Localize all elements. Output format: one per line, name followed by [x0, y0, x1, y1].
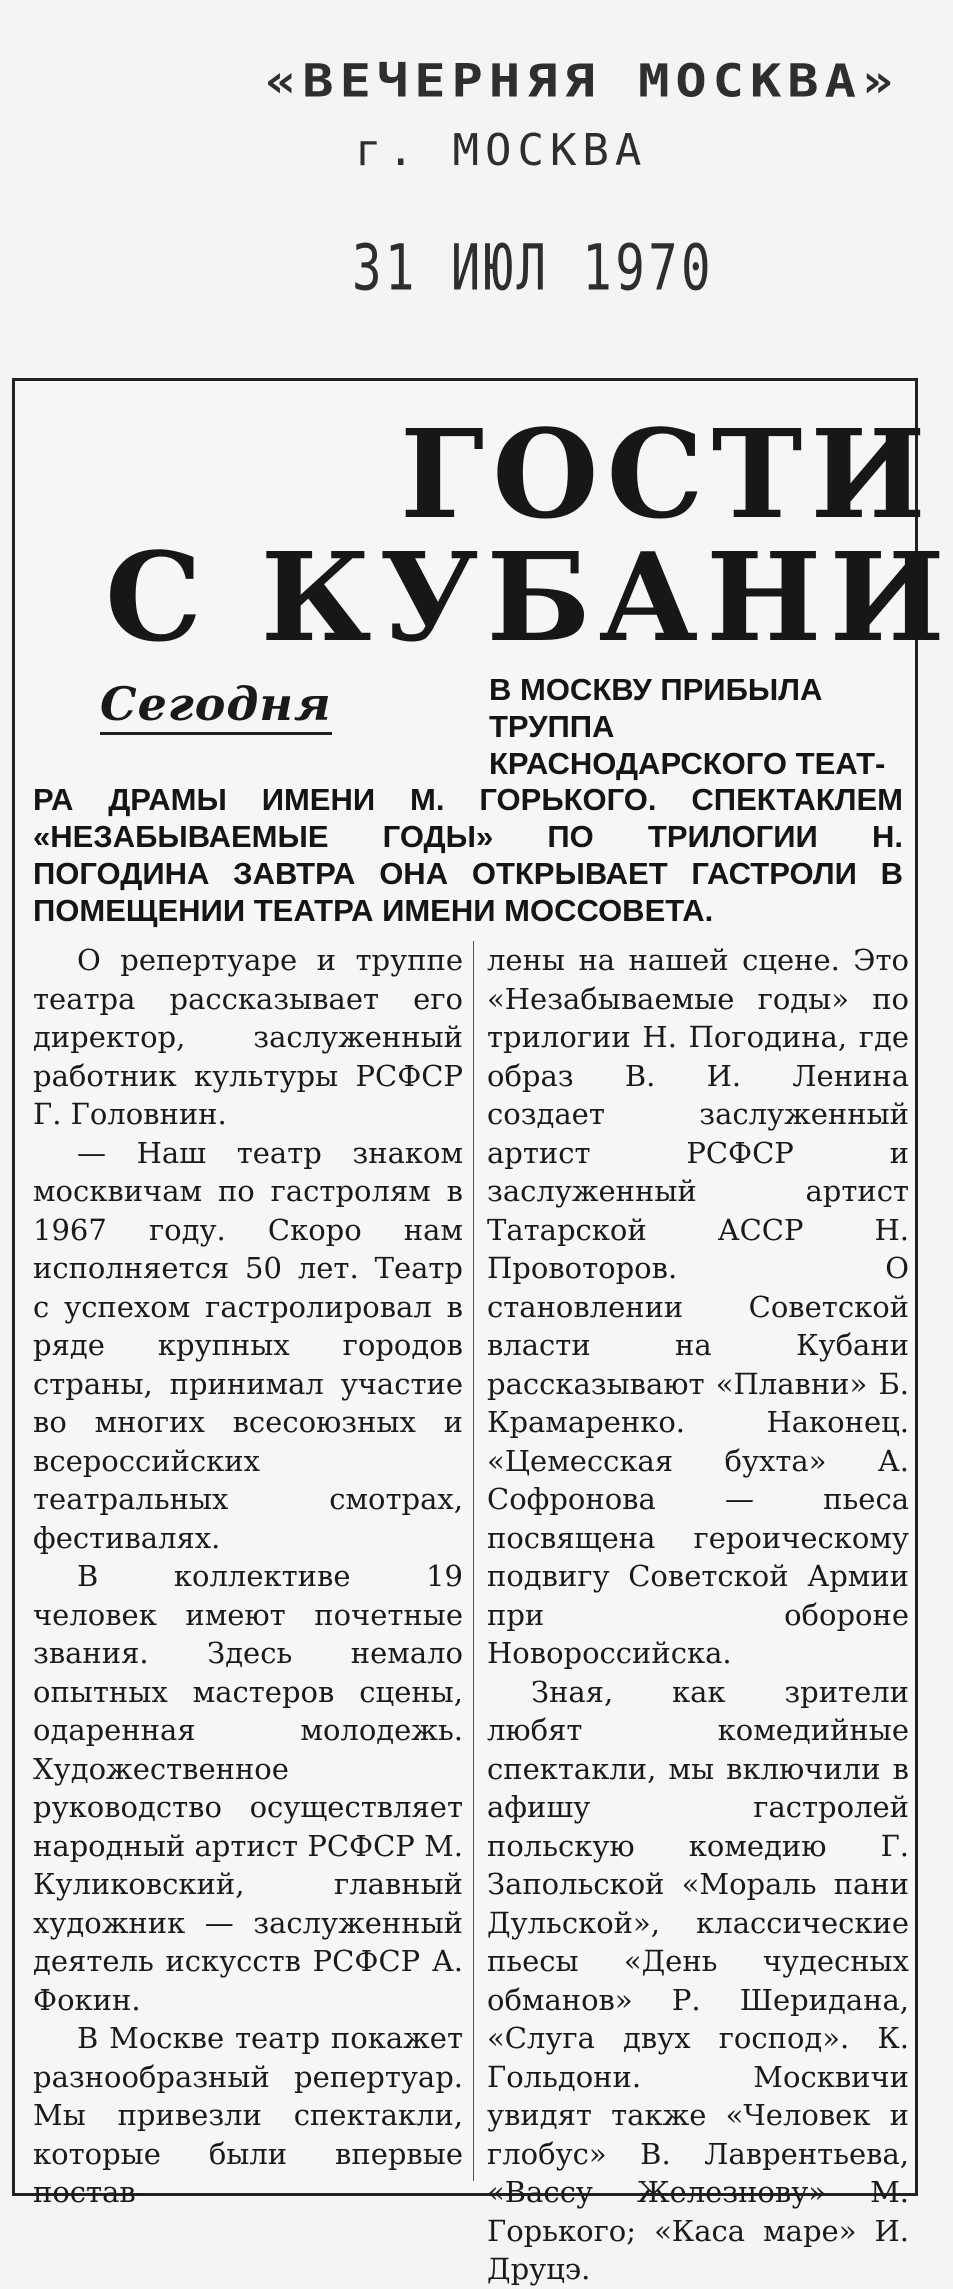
headline-line-2: С КУБАНИ	[105, 525, 953, 669]
lead-paragraph-start: В МОСКВУ ПРИБЫЛА ТРУППА КРАСНОДАРСКОГО ТЕАТ-	[489, 672, 886, 781]
paragraph: Зная, как зрители любят комедийные спектакли, мы включили в афишу гастролей польскую комедию Г. Запольской «Мораль пани Дульской», классические пьесы «День чудесных обманов» Р. Шеридана, «Слуга двух господ». К. Гольдони. Москвичи увидят также «Человек и глобус» В. Лаврентьева, «Вассу Железнову» М. Горького; «Каса маре» И. Друцэ.	[487, 1674, 909, 2286]
article-clipping	[12, 378, 953, 2286]
headline-line-1: ГОСТИ	[400, 402, 934, 546]
article-column-left	[33, 941, 463, 2212]
article-column-right	[487, 941, 909, 2289]
paragraph: В коллективе 19 человек имеют почетные звания. Здесь немало опытных мастеров сцены, одаренная молодежь. Художественное руководство осуществляет народный артист РСФСР М. Куликовский, главный художник — заслуженный деятель искусств РСФСР А. Фокин.	[33, 1559, 463, 2017]
stamp-city: г. МОСКВА	[355, 125, 648, 176]
archive-stamp	[0, 0, 930, 370]
paragraph: О репертуаре и труппе театра рассказывает его директор, заслуженный работник культуры РСФСР Г. Головнин.	[33, 943, 463, 1131]
paragraph: В Москве театр покажет разнообразный репертуар. Мы привезли спектакли, которые были впервые постав-	[33, 2021, 463, 2209]
stamp-date: 31 ИЮЛ 1970	[352, 232, 714, 306]
stamp-newspaper-name: «ВЕЧЕРНЯЯ МОСКВА»	[265, 55, 900, 108]
column-divider	[473, 941, 474, 2181]
paragraph: — Наш театр знаком москвичам по гастролям в 1967 году. Скоро нам исполняется 50 лет. Театр с успехом гастролировал в ряде крупных городов страны, принимал участие во многих всесоюзных и всероссийских театральных смотрах, фестивалях.	[33, 1135, 463, 1555]
paragraph: лены на нашей сцене. Это «Незабываемые годы» по трилогии Н. Погодина, где образ В. И. Ленина создает заслуженный артист РСФСР и заслуженный артист Татарской АССР Н. Провоторов. О становлении Советской власти на Кубани рассказывают «Плавни» Б. Крамаренко. Наконец. «Цемесская бухта» А. Софронова — пьеса посвящена героическому подвигу Советской Армии при обороне Новороссийска.	[487, 943, 909, 1670]
lead-paragraph-continued: РА ДРАМЫ ИМЕНИ М. ГОРЬКОГО. СПЕКТАКЛЕМ «НЕЗАБЫВАЕМЫЕ ГОДЫ» ПО ТРИЛОГИИ Н. ПОГОДИНА ЗАВТРА ОНА ОТКРЫВАЕТ ГАСТРОЛИ В ПОМЕЩЕНИИ ТЕАТРА ИМЕНИ МОССОВЕТА.	[33, 782, 903, 928]
today-label: Сегодня	[100, 679, 332, 735]
